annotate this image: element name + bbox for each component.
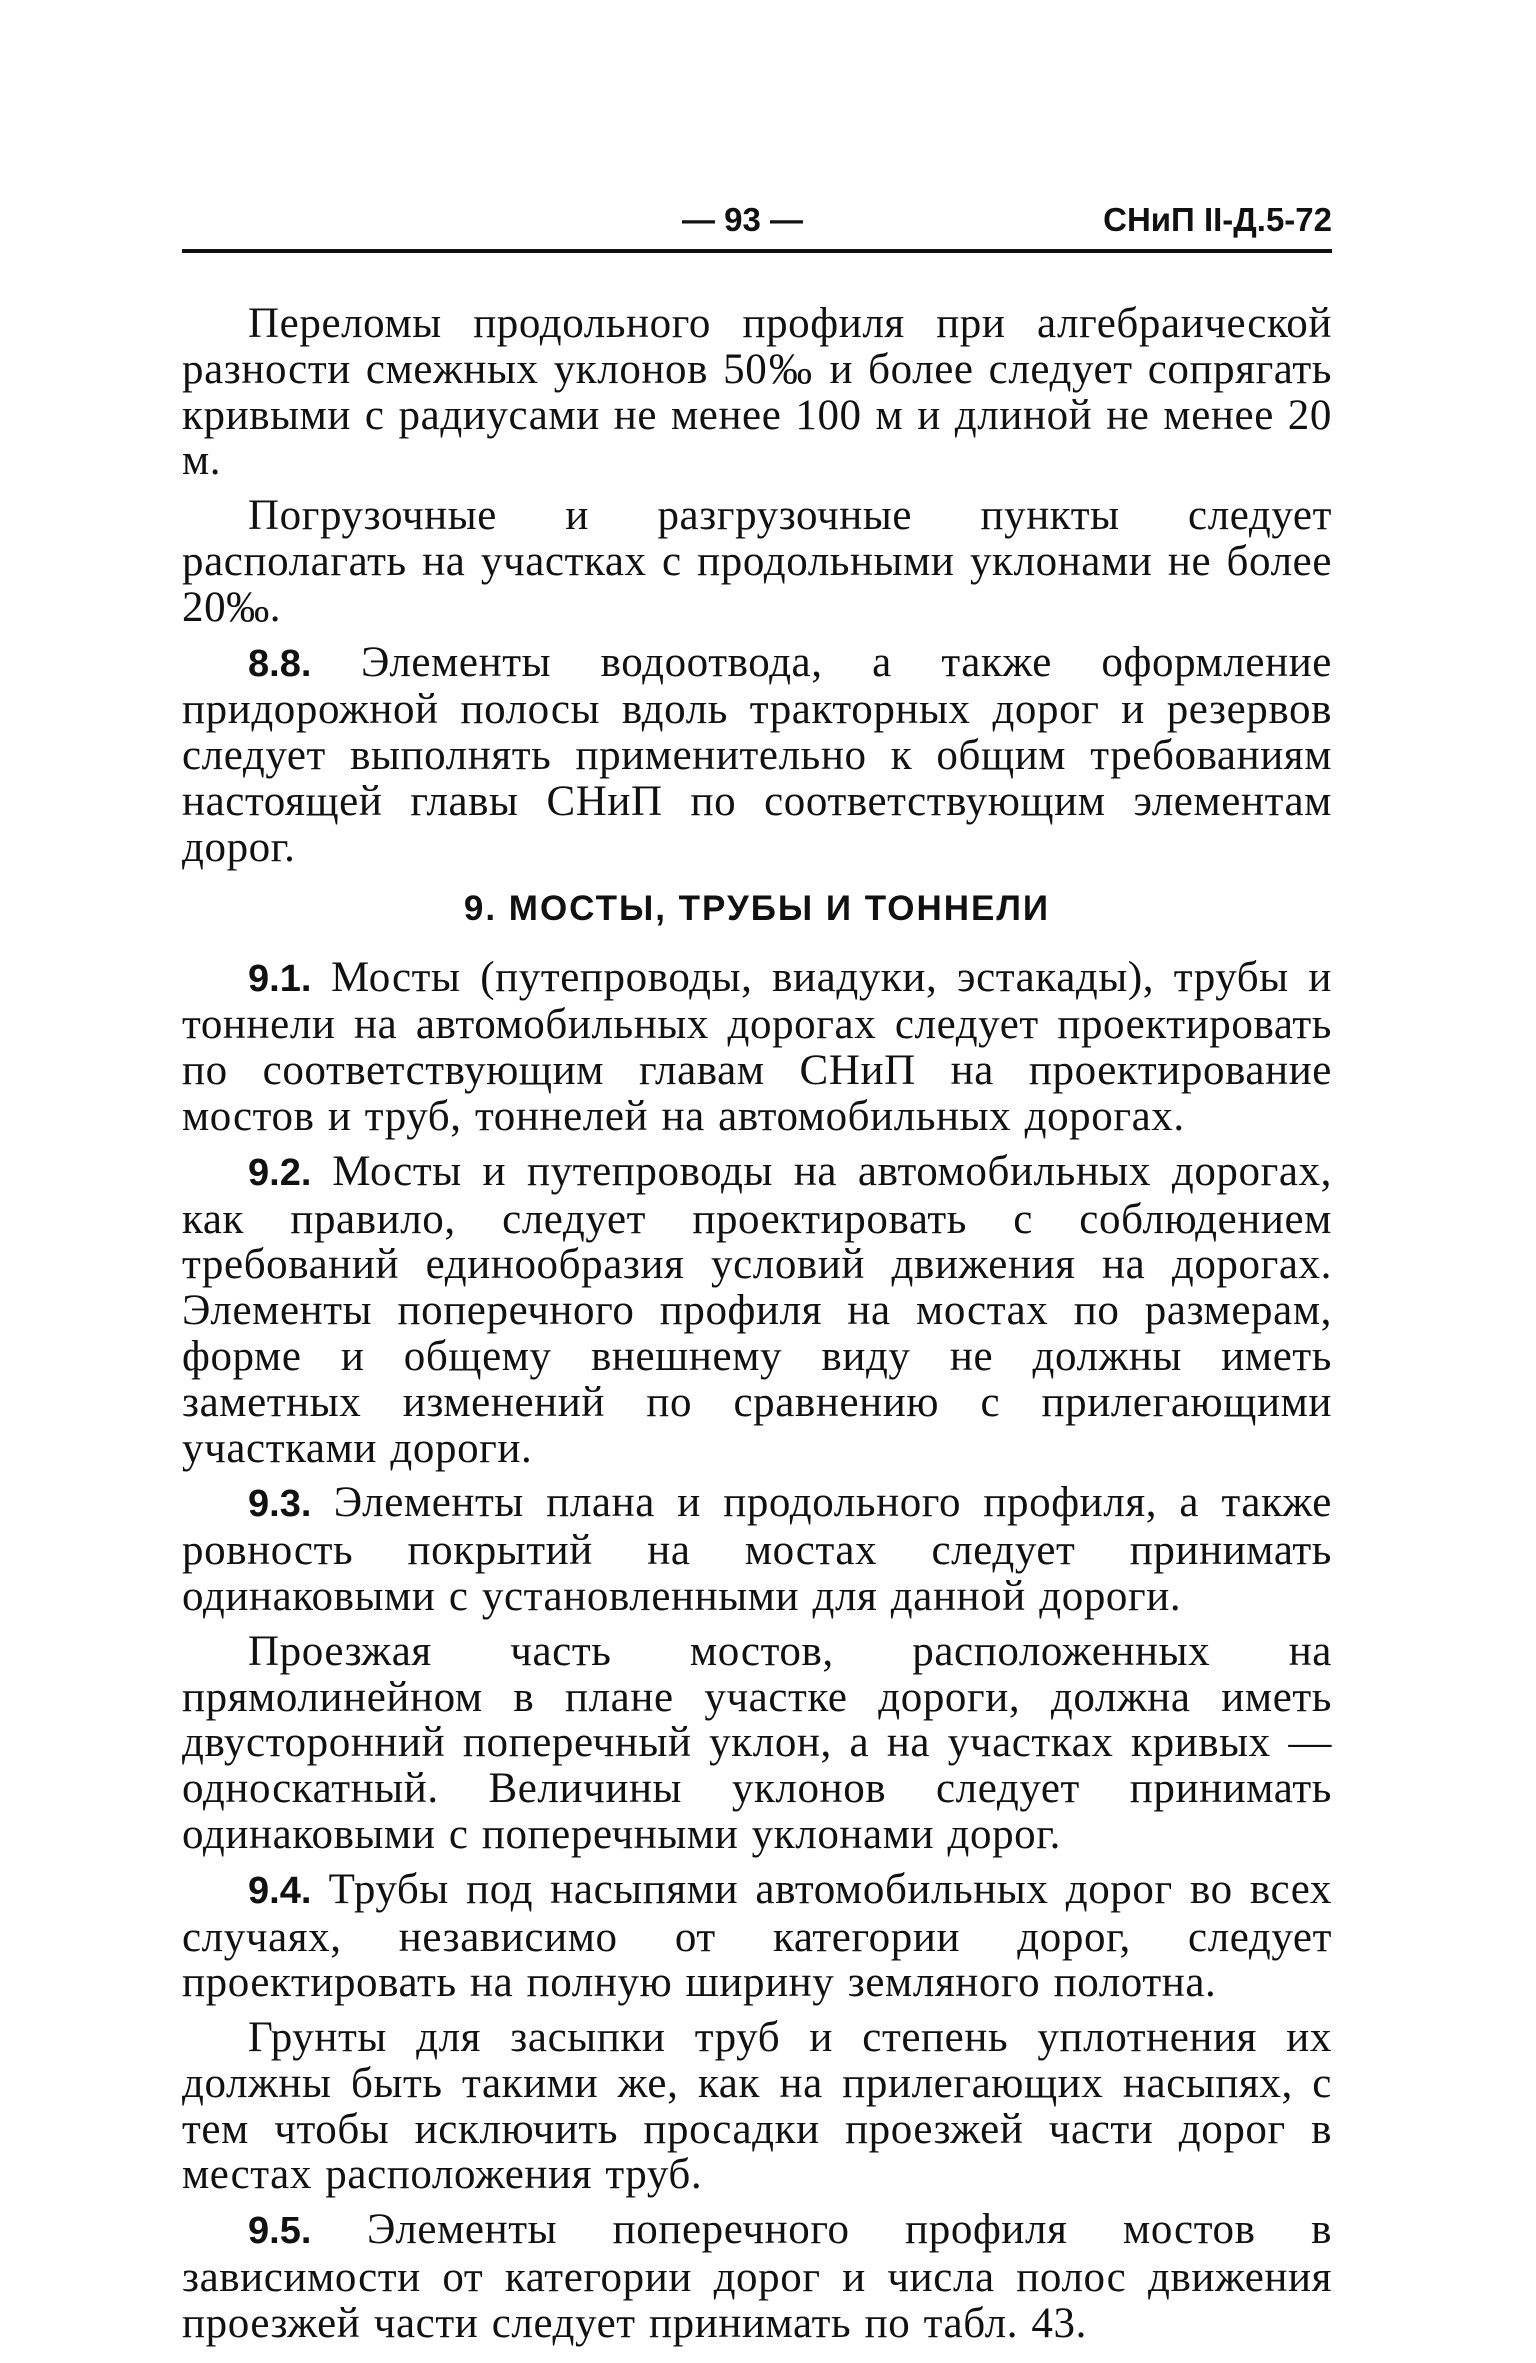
clause-9-4 bbox=[182, 1867, 1332, 2006]
clause-9-1 bbox=[182, 955, 1332, 1140]
body-text bbox=[182, 301, 1332, 2347]
page-number: — 93 — bbox=[682, 201, 804, 238]
clause-9-3 bbox=[182, 1480, 1332, 1619]
section-heading: 9. МОСТЫ, ТРУБЫ И ТОННЕЛИ bbox=[463, 888, 1051, 928]
running-header bbox=[182, 195, 1332, 251]
document-page bbox=[182, 195, 1332, 2347]
paragraph-text: Проезжая часть мостов, расположенных на прямолинейном в плане участке дороги, должна иметь двусторонний поперечный уклон, а на участках кривых — односкатный. Величины уклонов следует принимать одинаковыми с поперечными уклонами дорог. bbox=[182, 1627, 1332, 1858]
paragraph bbox=[182, 1629, 1332, 1858]
clause-number: 8.8. bbox=[248, 642, 312, 685]
paragraph-text: Элементы поперечного профиля мостов в зависимости от категории дорог и числа полос движения проезжей части следует принимать по табл. 43. bbox=[182, 2206, 1332, 2347]
clause-number: 9.5. bbox=[248, 2210, 312, 2253]
paragraph-text: Погрузочные и разгрузочные пункты следует располагать на участках с продольными уклонами не более 20‰. bbox=[182, 492, 1332, 631]
clause-9-2 bbox=[182, 1149, 1332, 1472]
header-rule bbox=[182, 249, 1332, 253]
paragraph bbox=[182, 301, 1332, 484]
clause-number: 9.3. bbox=[248, 1483, 312, 1526]
paragraph-text: Элементы плана и продольного профиля, а также ровность покрытий на мостах следует принимать одинаковыми с установленными для данной дороги. bbox=[182, 1479, 1332, 1620]
paragraph-text: Трубы под насыпями автомобильных дорог во всех случаях, независимо от категории дорог, следует проектировать на полную ширину земляного полотна. bbox=[182, 1865, 1332, 2007]
paragraph-text: Мосты и путепроводы на автомобильных дорогах, как правило, следует проектировать с соблюдением требований единообразия условий движения на дорогах. Элементы поперечного профиля на мостах по размерам, форме и общему внешнему виду не должны иметь заметных изменений по сравнению с прилегающими участками дороги. bbox=[182, 1147, 1332, 1472]
paragraph-text: Переломы продольного профиля при алгебраической разности смежных уклонов 50‰ и более следует сопрягать кривыми с радиусами не менее 100 м и длиной не менее 20 м. bbox=[182, 300, 1332, 485]
clause-number: 9.2. bbox=[248, 1151, 312, 1194]
clause-number: 9.1. bbox=[248, 957, 312, 1000]
clause-number: 9.4. bbox=[248, 1869, 312, 1912]
paragraph-text: Элементы водоотвода, а также оформление придорожной полосы вдоль тракторных дорог и резервов следует выполнять применительно к общим требованиям настоящей главы СНиП по соответствующим элементам дорог. bbox=[182, 638, 1332, 871]
paragraph bbox=[182, 2015, 1332, 2198]
paragraph-text: Грунты для засыпки труб и степень уплотнения их должны быть такими же, как на прилегающих насыпях, с тем чтобы исключить просадки проезжей части дорог в местах расположения труб. bbox=[182, 2014, 1332, 2199]
clause-8-8 bbox=[182, 640, 1332, 871]
clause-9-5 bbox=[182, 2207, 1332, 2346]
document-code: СНиП II-Д.5-72 bbox=[1103, 201, 1332, 238]
paragraph-text: Мосты (путепроводы, виадуки, эстакады), трубы и тоннели на автомобильных дорогах следует проектировать по соответствующим главам СНиП на проектирование мостов и труб, тоннелей на автомобильных дорогах. bbox=[182, 953, 1332, 1140]
paragraph bbox=[182, 493, 1332, 630]
